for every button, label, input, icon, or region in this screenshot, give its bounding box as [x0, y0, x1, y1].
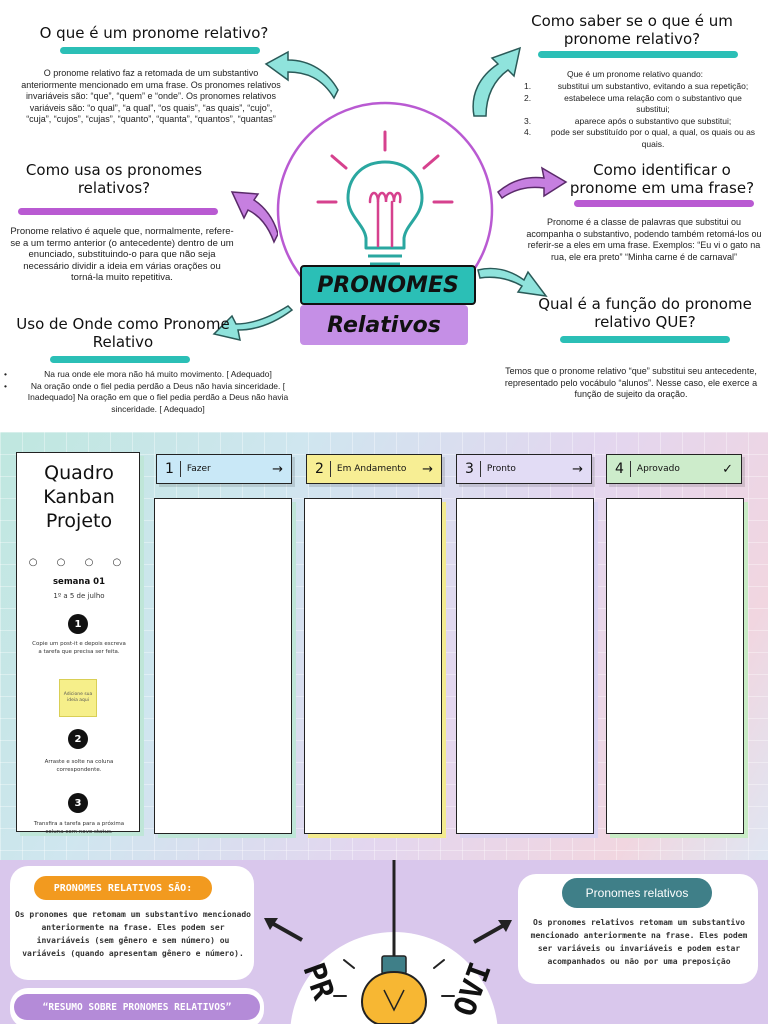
list-item: • Na rua onde ele mora não há muito movimento. [ Adequado]	[4, 369, 298, 381]
curved-title-right: OVI	[447, 958, 499, 1021]
list-item: 1. substitui um substantivo, evitando a sua repetição;	[524, 81, 749, 91]
bulb-icon	[348, 162, 422, 278]
kanban-dots: ○ ○ ○ ○	[28, 557, 130, 568]
pill-pronomes-relativos: Pronomes relativos	[562, 878, 712, 908]
kanban-week: semana 01	[53, 577, 105, 587]
list-item: 3. aparece após o substantivo que substitui;	[524, 115, 732, 126]
pill-pronomes-relativos-sao: PRONOMES RELATIVOS SÃO:	[32, 874, 214, 902]
light-rays-icon	[318, 132, 452, 202]
list-item: • Na oração onde o fiel pedia perdão a Deus não havia sinceridade. [ Inadequado] Na oração em que o fiel pedia perdão a Deus não havia sinceridade. [ Adequado]	[4, 381, 298, 416]
title-pronomes: PRONOMES	[300, 265, 476, 305]
step-3-badge: 3	[68, 793, 88, 813]
column-fazer[interactable]	[154, 498, 292, 834]
list-how-to-know	[524, 81, 756, 150]
heading-underline	[538, 51, 738, 58]
arrow-icon-left	[262, 916, 304, 944]
step-1-text: Copie um post-it e depois escreva a tarefa que precisa ser feita.	[32, 641, 126, 655]
summary-section	[0, 860, 768, 1024]
check-icon: ✓	[722, 461, 733, 477]
list-item: 2. estabelece uma relação com o substantivo que substitui;	[524, 92, 742, 114]
summary-left-text: Os pronomes que retomam um substantivo mencionado anteriormente na frase. Eles podem ser invariáveis (sem gênero e sem número) ou variáveis (quando apresentam gênero e número).	[14, 910, 251, 958]
column-em-andamento[interactable]	[304, 498, 442, 834]
heading-underline	[18, 208, 218, 215]
text-what-is: O pronome relativo faz a retomada de um substantivo anteriormente mencionado em uma frase. Os pronomes relativos invariáveis são: “que”, “quem” e “onde”. Os pronomes relativos variáveis são: “o qual”, “a qual”, “os quais”, “as quais”, “cujo”, “cuja”, “cujos”, “cujas”, “quanto”, “quanta”, “quantos”, “quantas”	[21, 68, 281, 124]
arrow-icon-top-right	[466, 42, 526, 120]
step-2-badge: 2	[68, 729, 88, 749]
kanban-info-panel	[16, 452, 140, 835]
text-function-que: Temos que o pronome relativo “que” substitui seu antecedente, representado pelo vocábulo “alunos”. Nesse caso, ele exerce a função de sujeito da oração.	[504, 366, 758, 399]
heading-function-que: Qual é a função do pronome relativo QUE?	[538, 295, 752, 331]
text-how-to-use: Pronome relativo é aquele que, normalmente, refere-se a um termo anterior (o antecedente) dentro de um enunciado, substituindo-o para que não seja necessário dividir a ideia em várias orações ou torná-la muito repetitiva.	[10, 226, 234, 283]
curved-title-left: PR	[295, 958, 341, 1005]
heading-underline	[574, 200, 754, 207]
step-1-badge: 1	[68, 614, 88, 634]
kanban-title: Quadro Kanban Projeto	[43, 462, 115, 532]
arrow-icon-mid-left	[228, 186, 278, 246]
column-header-em-andamento[interactable]: 2 Em Andamento →	[306, 454, 442, 484]
step-3-text: Transfira a tarefa para a próxima coluna com novo status.	[33, 821, 125, 835]
heading-how-to-use: Como usa os pronomes relativos?	[25, 161, 203, 197]
heading-underline	[50, 356, 190, 363]
mind-map-section	[0, 0, 768, 430]
kanban-section	[0, 432, 768, 860]
column-label: Pronto	[486, 464, 516, 474]
arrow-right-icon: →	[422, 461, 433, 477]
heading-underline	[560, 336, 730, 343]
summary-right-text: Os pronomes relativos retomam um substantivo mencionado anteriormente na frase. Eles podem ser variáveis ou invariáveis e podem estar acompanhados ou não por uma preposição	[530, 918, 748, 966]
arrow-icon-mid-right	[494, 162, 570, 202]
heading-identify: Como identificar o pronome em uma frase?	[569, 161, 755, 197]
text-how-to-know-intro: Que é um pronome relativo quando:	[566, 69, 704, 79]
text-identify: Pronome é a classe de palavras que substitui ou acompanha o substantivo, podendo também retomá-los ou referir-se a eles em uma frase. Exemplos: “Eu vi o gato na rua, ele era preto” “Minha carne é de carnaval”	[526, 217, 762, 262]
column-pronto[interactable]	[456, 498, 594, 834]
heading-underline	[60, 47, 260, 54]
kanban-dates: 1º a 5 de julho	[53, 592, 105, 600]
column-label: Aprovado	[636, 464, 680, 474]
list-item: 4. pode ser substituído por o qual, a qual, os quais ou as quais.	[524, 127, 756, 149]
column-label: Fazer	[186, 464, 211, 474]
arrow-icon-right	[472, 918, 514, 946]
pill-resumo: “RESUMO SOBRE PRONOMES RELATIVOS”	[14, 994, 260, 1020]
arrow-right-icon: →	[272, 461, 283, 477]
step-2-text: Arraste e solte na coluna correspondente.	[44, 759, 114, 773]
heading-how-to-know: Como saber se o que é um pronome relativo?	[531, 12, 733, 48]
column-header-pronto[interactable]: 3 Pronto →	[456, 454, 592, 484]
arrow-right-icon: →	[572, 461, 583, 477]
column-header-aprovado[interactable]: 4 Aprovado ✓	[606, 454, 742, 484]
column-header-fazer[interactable]: 1 Fazer →	[156, 454, 292, 484]
heading-onde: Uso de Onde como Pronome Relativo	[16, 315, 230, 351]
bulb-icon	[362, 972, 426, 1024]
column-label: Em Andamento	[336, 464, 407, 474]
column-aprovado[interactable]	[606, 498, 744, 834]
list-onde-examples	[4, 369, 298, 415]
heading-what-is: O que é um pronome relativo?	[39, 24, 269, 42]
sticky-note[interactable]: Adicione sua ideia aqui	[59, 679, 97, 717]
title-relativos: Relativos	[300, 305, 468, 345]
filament-icon	[370, 193, 400, 246]
